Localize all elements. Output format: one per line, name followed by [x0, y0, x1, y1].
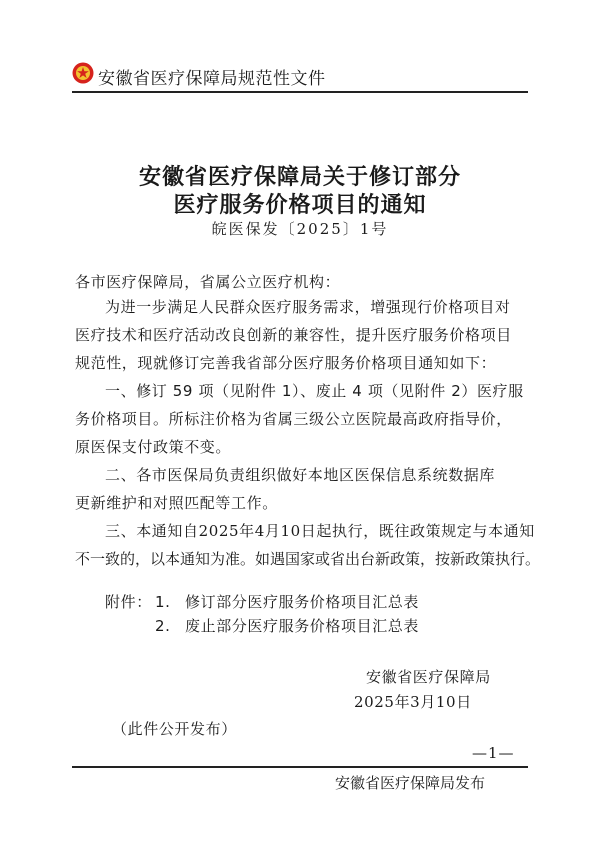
header-title: 安徽省医疗保障局规范性文件	[98, 69, 326, 89]
footer-issuer: 安徽省医疗保障局发布	[335, 774, 486, 792]
issue-date: 2025年3月10日	[354, 693, 472, 711]
attachment-1-name: 修订部分医疗服务价格项目汇总表	[185, 593, 420, 611]
signature: 安徽省医疗保障局	[366, 668, 491, 686]
para1-line1: 为进一步满足人民群众医疗服务需求，增强现行价格项目对	[105, 298, 511, 316]
para4-line2: 不一致的，以本通知为准。如遇国家或省出台新政策，按新政策执行。	[75, 550, 541, 568]
para2-mid3: 项（见附件	[367, 382, 446, 400]
document-title-line-2: 医疗服务价格项目的通知	[173, 192, 427, 218]
para2-prefix: 一、修订	[105, 382, 168, 400]
attachment-2-index: 2.	[155, 617, 171, 635]
para2-mid2: ）、废止	[292, 382, 347, 400]
para2-mid1: 项（见附件	[198, 382, 277, 400]
page-number: —1—	[472, 744, 515, 762]
header-rule	[72, 91, 528, 93]
footer-rule	[72, 766, 528, 768]
disclosure-note: （此件公开发布）	[112, 720, 237, 738]
para1-line2: 医疗技术和医疗活动改良创新的兼容性，提升医疗服务价格项目	[75, 326, 512, 344]
salutation: 各市医疗保障局，省属公立医疗机构：	[75, 273, 341, 291]
para2-line3: 原医保支付政策不变。	[75, 438, 232, 456]
revised-count: 59	[172, 382, 194, 400]
attachment-1-index: 1.	[155, 593, 171, 611]
abolished-count: 4	[352, 382, 363, 400]
attachment-ref-1: 1	[281, 382, 292, 400]
para2-suffix: ）医疗服	[461, 382, 524, 400]
para1-line3: 规范性，现就修订完善我省部分医疗服务价格项目通知如下：	[75, 354, 497, 372]
attachment-ref-2: 2	[451, 382, 462, 400]
document-number: 皖医保发〔2025〕1号	[211, 220, 389, 238]
para3-line1: 二、各市医保局负责组织做好本地区医保信息系统数据库	[105, 466, 496, 484]
para4-line1: 三、本通知自2025年4月10日起执行，既往政策规定与本通知	[105, 522, 535, 540]
attachment-2-name: 废止部分医疗服务价格项目汇总表	[185, 617, 420, 635]
para2-line2: 务价格项目。所标注价格为省属三级公立医院最高政府指导价，	[75, 410, 512, 428]
para2-line1	[105, 381, 524, 401]
attachments-label: 附件：	[105, 593, 152, 611]
para3-line2: 更新维护和对照匹配等工作。	[75, 494, 278, 512]
document-title-line-1: 安徽省医疗保障局关于修订部分	[138, 164, 461, 190]
national-emblem-icon	[72, 62, 94, 84]
